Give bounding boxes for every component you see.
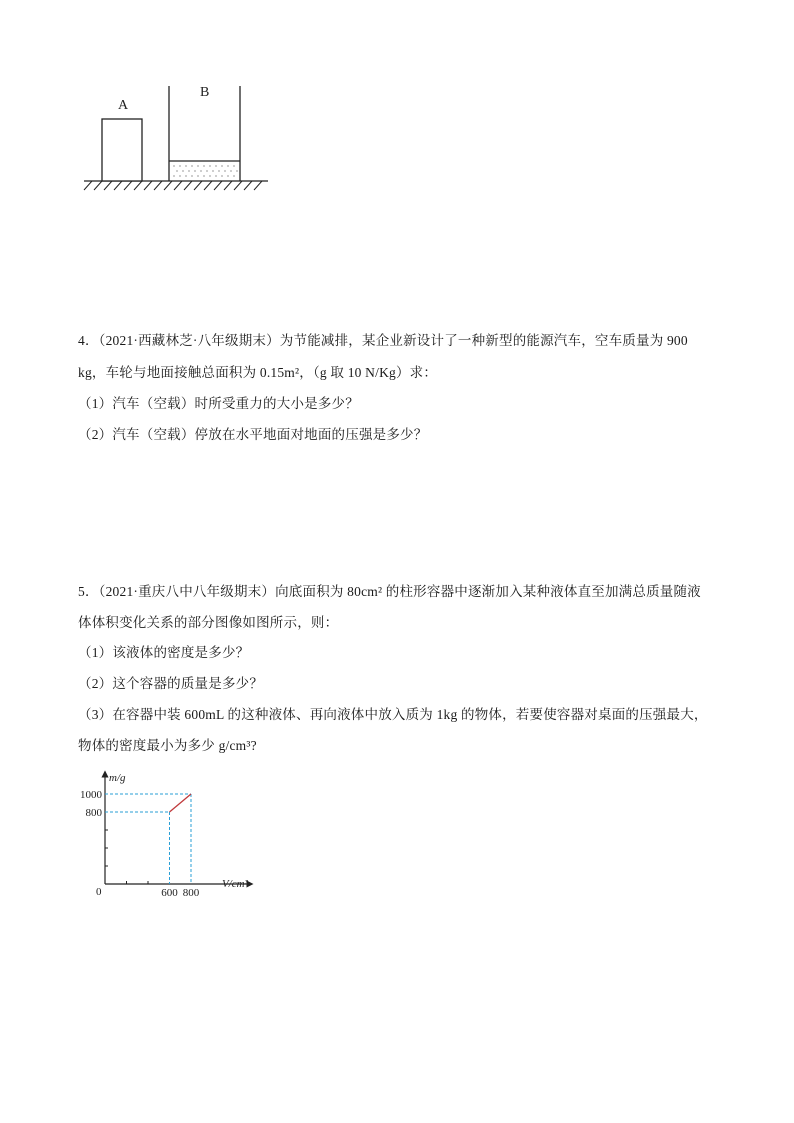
liquid [169, 161, 240, 177]
y-tick-label-800: 800 [85, 807, 102, 819]
x-tick-label-600: 600 [161, 887, 178, 898]
q5-sub-2: （2）这个容器的质量是多少？ [78, 676, 264, 691]
data-line [170, 794, 192, 812]
q4-line-2: kg，车轮与地面接触总面积为 0.15m²，（g 取 10 N/Kg）求： [78, 365, 438, 380]
q5-sub-1: （1）该液体的密度是多少？ [78, 645, 250, 660]
label-b: B [200, 85, 210, 100]
q5-sub-3b: 物体的密度最小为多少 g/cm³? [78, 738, 257, 753]
container-figure [78, 80, 278, 195]
x-tick-label-800: 800 [182, 887, 200, 898]
q5-line-1: 5．（2021·重庆八中八年级期末）向底面积为 80cm² 的柱形容器中逐渐加入某种液体直至加满总质量随液 [78, 584, 701, 599]
block-a [102, 119, 142, 181]
ground-hatch [84, 181, 262, 190]
q5-line-2: 体体积变化关系的部分图像如图所示，则： [78, 615, 339, 630]
q4-line-1: 4．（2021·西藏林芝·八年级期末）为节能减排，某企业新设计了一种新型的能源汽车，空车质量为 900 [78, 333, 688, 348]
q5-sub-3: （3）在容器中装 600mL 的这种液体、再向液体中放入质为 1kg 的物体，若要使容器对桌面的压强最大， [78, 707, 708, 722]
origin-label: 0 [96, 886, 102, 898]
label-a: A [118, 98, 129, 113]
q4-sub-2: （2）汽车（空载）停放在水平地面对地面的压强是多少？ [78, 427, 428, 442]
y-tick-label-1000: 1000 [80, 789, 102, 801]
mass-volume-chart [72, 768, 262, 898]
q4-sub-1: （1）汽车（空载）时所受重力的大小是多少？ [78, 396, 359, 411]
y-axis-label: m/g [109, 772, 126, 784]
x-axis-label: V/cm³ [222, 878, 248, 890]
